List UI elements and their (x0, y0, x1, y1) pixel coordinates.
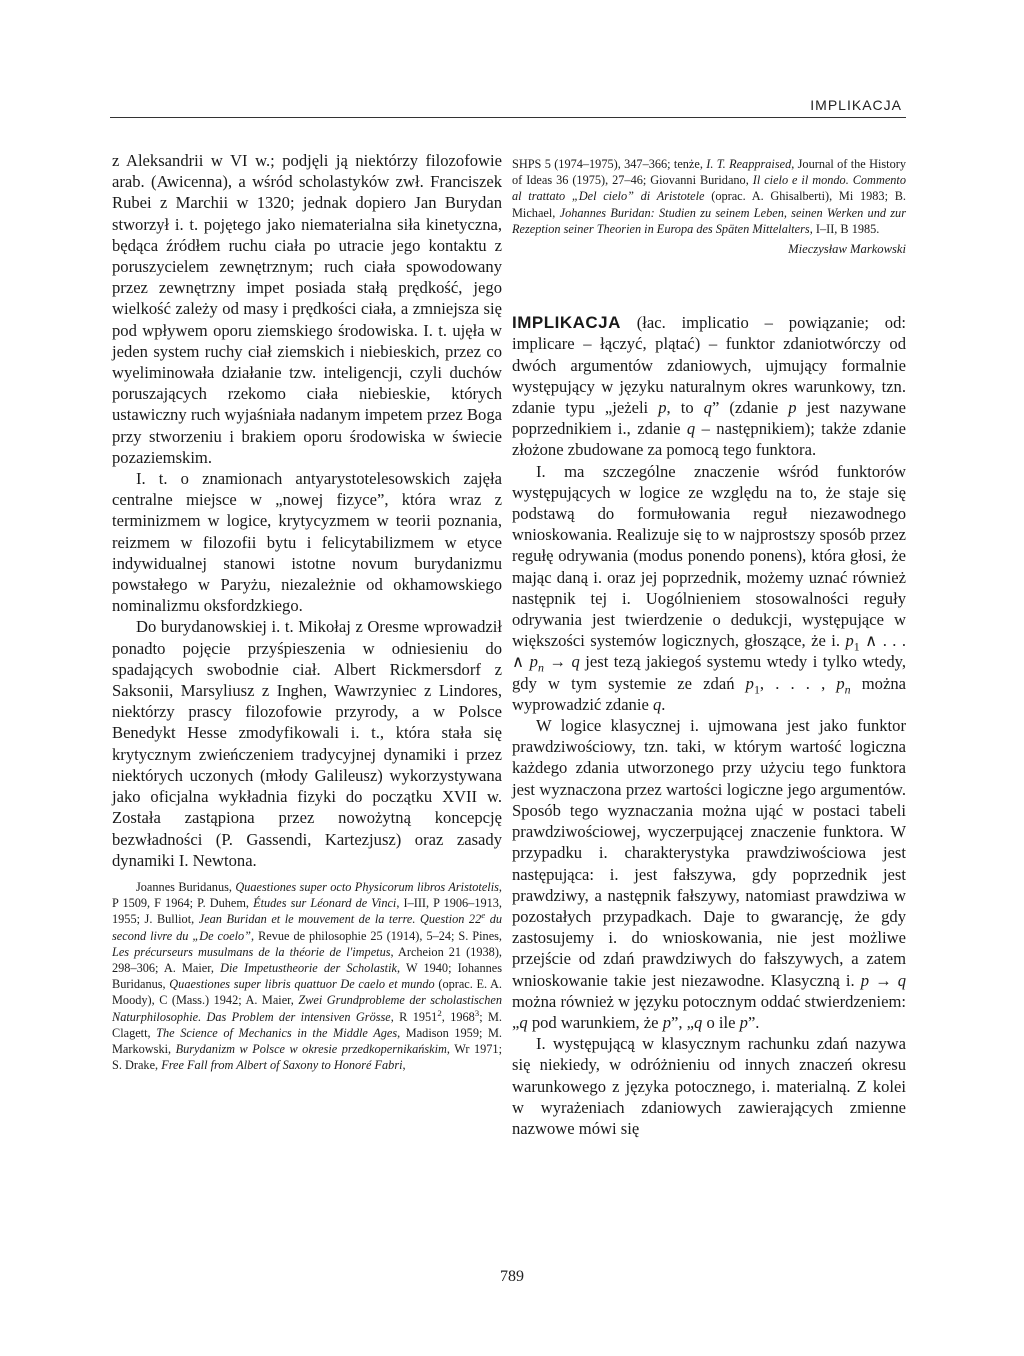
header-rule (110, 117, 906, 118)
page-number: 789 (500, 1268, 524, 1285)
running-head: IMPLIKACJA (810, 97, 902, 113)
right-column (512, 150, 906, 1139)
bibliography-right: SHPS 5 (1974–1975), 347–366; tenże, I. T. Reappraised, Journal of the History of Ideas 36 (1975), 27–46; Giovanni Buridano, Il cielo e il mondo. Commento al trattato „Del cielo” di Aristotele (oprac. A. Ghisalberti), Mi 1983; B. Michael, Johannes Buridan: Studien zu seinem Leben, seinen Werken und zur Rezeption seiner Theorien in Europa des Späten Mittelalters, I–II, B 1985. (512, 157, 906, 236)
paragraph-deduction: I. ma szczególne znaczenie wśród funktorów występujących w logice ze względu na to, że staje się podstawą do formułowania reguł niezawodnego wnioskowania. Realizuje się to w najprostszy sposób przez regułę odrywania (modus ponendo ponens), która głosi, że mając daną i. oraz jej poprzednik, możemy uznać również następnik tej i. Uogólnieniem stosowalności reguły odrywania jest twierdzenie o dedukcji, występujące w większości systemów logicznych, głoszące, że i. $p_1$ ∧ . . . ∧ $p_n \to q$ jest tezą jakiegoś systemu wtedy i tylko wtedy, gdy w tym systemie ze zdań $p_1$, . . . , $p_n$ można wyprowadzić zdanie q. (512, 461, 907, 714)
paragraph-2: I. t. o znamionach antyarystotelesowskich zajęła centralne miejsce w „nowej fizyce”, która wraz z terminizmem w logice, krytycyzmem w teorii poznania, reizmem w filozofii bytu i felicytabilizmem w etyce indywidualnej stanowi istotne novum burydanizmu powstałego w Paryżu, niezależnie od okhamowskiego nominalizmu oksfordzkiego. (112, 469, 502, 616)
author-signature: Mieczysław Markowski (788, 242, 906, 257)
paragraph-classical-logic: W logice klasycznej i. ujmowana jest jako funktor prawdziwościowy, tzn. taki, w którym wartość logiczna każdego zdania utworzonego przy użyciu tego funktora jest wyznaczona przez wartości logiczne jego argumentów. Sposób tego wyznaczania można ująć w postaci tabeli prawdziwościowej, wyczerpującej znaczenie funktora. W przypadku i. charakterystyka prawdziwościowa jest następująca: i. jest fałszywa, gdy poprzednik jest prawdziwy, a następnik fałszywy, natomiast prawdziwa w pozostałych przypadkach. Daje to gwarancję, że gdy zastosujemy i. do wnioskowania, nie jest możliwe przejście od zdań prawdziwych do fałszywych, a zatem wnioskowanie takie jest niezawodne. Klasyczną i. p → q można również w języku potocznym oddać stwierdzeniem: „q pod warunkiem, że p”, „q o ile p”. (512, 716, 907, 1032)
left-column (112, 150, 502, 1073)
paragraph-material-implication: I. występującą w klasycznym rachunku zdań nazywa się niekiedy, w odróżnieniu od innych znaczeń okresu warunkowego z języka potocznego, i. materialną. Z kolei w wyrażeniach zdaniowych zawierających zmienne nazwowe mówi się (512, 1034, 906, 1138)
headword: IMPLIKACJA (512, 313, 621, 333)
entry-definition: (łac. implicatio – powiązanie; od: implicare – łączyć, plątać) – funktor zdaniotwórczy od dwóch argumentów zdaniowych, ujmujący formalnie występujący w języku naturalnym okres warunkowy, tzn. zdanie typu „jeżeli p, to q” (zdanie p jest nazywane poprzednikiem i., zdanie q – następnikiem); także zdanie złożone zbudowane za pomocą tego funktora. (512, 313, 906, 460)
paragraph-1: z Aleksandrii w VI w.; podjęli ją niektórzy filozofowie arab. (Awicenna), a wśród scholastyków zwł. Franciszek Rubei z Marchii w 1320; jednak dopiero Jan Burydan stworzył i. t. pojętego jako niematerialna siła kinetyczna, będąca źródłem ruchu ciała po utracie jego kontaktu z poruszycielem zewnętrznym; ruch ciała spowodowany przez zewnętrzny impet posiada stałą prędkość, jego wielkość zależy od masy i prędkości ciała, a zmniejsza się pod wpływem oporu ziemskiego środowiska. I. t. ujęła w jeden system ruchy ciał ziemskich i niebieskich, przez co wyeliminowała działanie tzw. inteligencji, czyli duchów poruszających rzekomo ciała niebieskie, których ustawiczny ruch wyjaśniała nadanym impetem przez Boga przy stworzeniu i brakiem oporu środowiska w świecie pozaziemskim. (112, 151, 502, 467)
paragraph-3: Do burydanowskiej i. t. Mikołaj z Oresme wprowadził ponadto pojęcie przyśpieszenia w odniesieniu do spadających swobodnie ciał. Albert Rickmersdorf z Saksonii, Marsyliusz z Inghen, Wawrzyniec z Lindores, niektórzy prascy filozofowie przyrody, a w Polsce Benedykt Hesse zmodyfikowali i. t., która stała się krytycznym zwieńczeniem tradycyjnej dynamiki i przez niektórych uczonych (młody Galileusz) wykorzystywana jako oficjalna wykładnia fizyki do początku XVII w. Została zastąpiona przez nowożytną koncepcję bezwładności (P. Gassendi, Kartezjusz) oraz zasady dynamiki I. Newtona. (112, 617, 502, 870)
bibliography-left: Joannes Buridanus, Quaestiones super octo Physicorum libros Aristotelis, P 1509, F 1964; P. Duhem, Études sur Léonard de Vinci, I–III, P 1906–1913, 1955; J. Bulliot, Jean Buridan et le mouvement de la terre. Question 22e du second livre du „De coelo”, Revue de philosophie 25 (1914), 5–24; S. Pines, Les précurseurs musulmans de la théorie de l'impetus, Archeion 21 (1938), 298–306; A. Maier, Die Impetustheorie der Scholastik, W 1940; Iohannes Buridanus, Quaestiones super libris quattuor De caelo et mundo (oprac. E. A. Moody), C (Mass.) 1942; A. Maier, Zwei Grundprobleme der scholastischen Naturphilosophie. Das Problem der intensiven Grösse, R 1951$^2$, 1968$^3$; M. Clagett, The Science of Mechanics in the Middle Ages, Madison 1959; M. Markowski, Burydanizm w Polsce w okresie przedkopernikańskim, Wr 1971; S. Drake, Free Fall from Albert of Saxony to Honoré Fabri, (112, 879, 503, 1073)
entry-implikacja (512, 312, 906, 460)
